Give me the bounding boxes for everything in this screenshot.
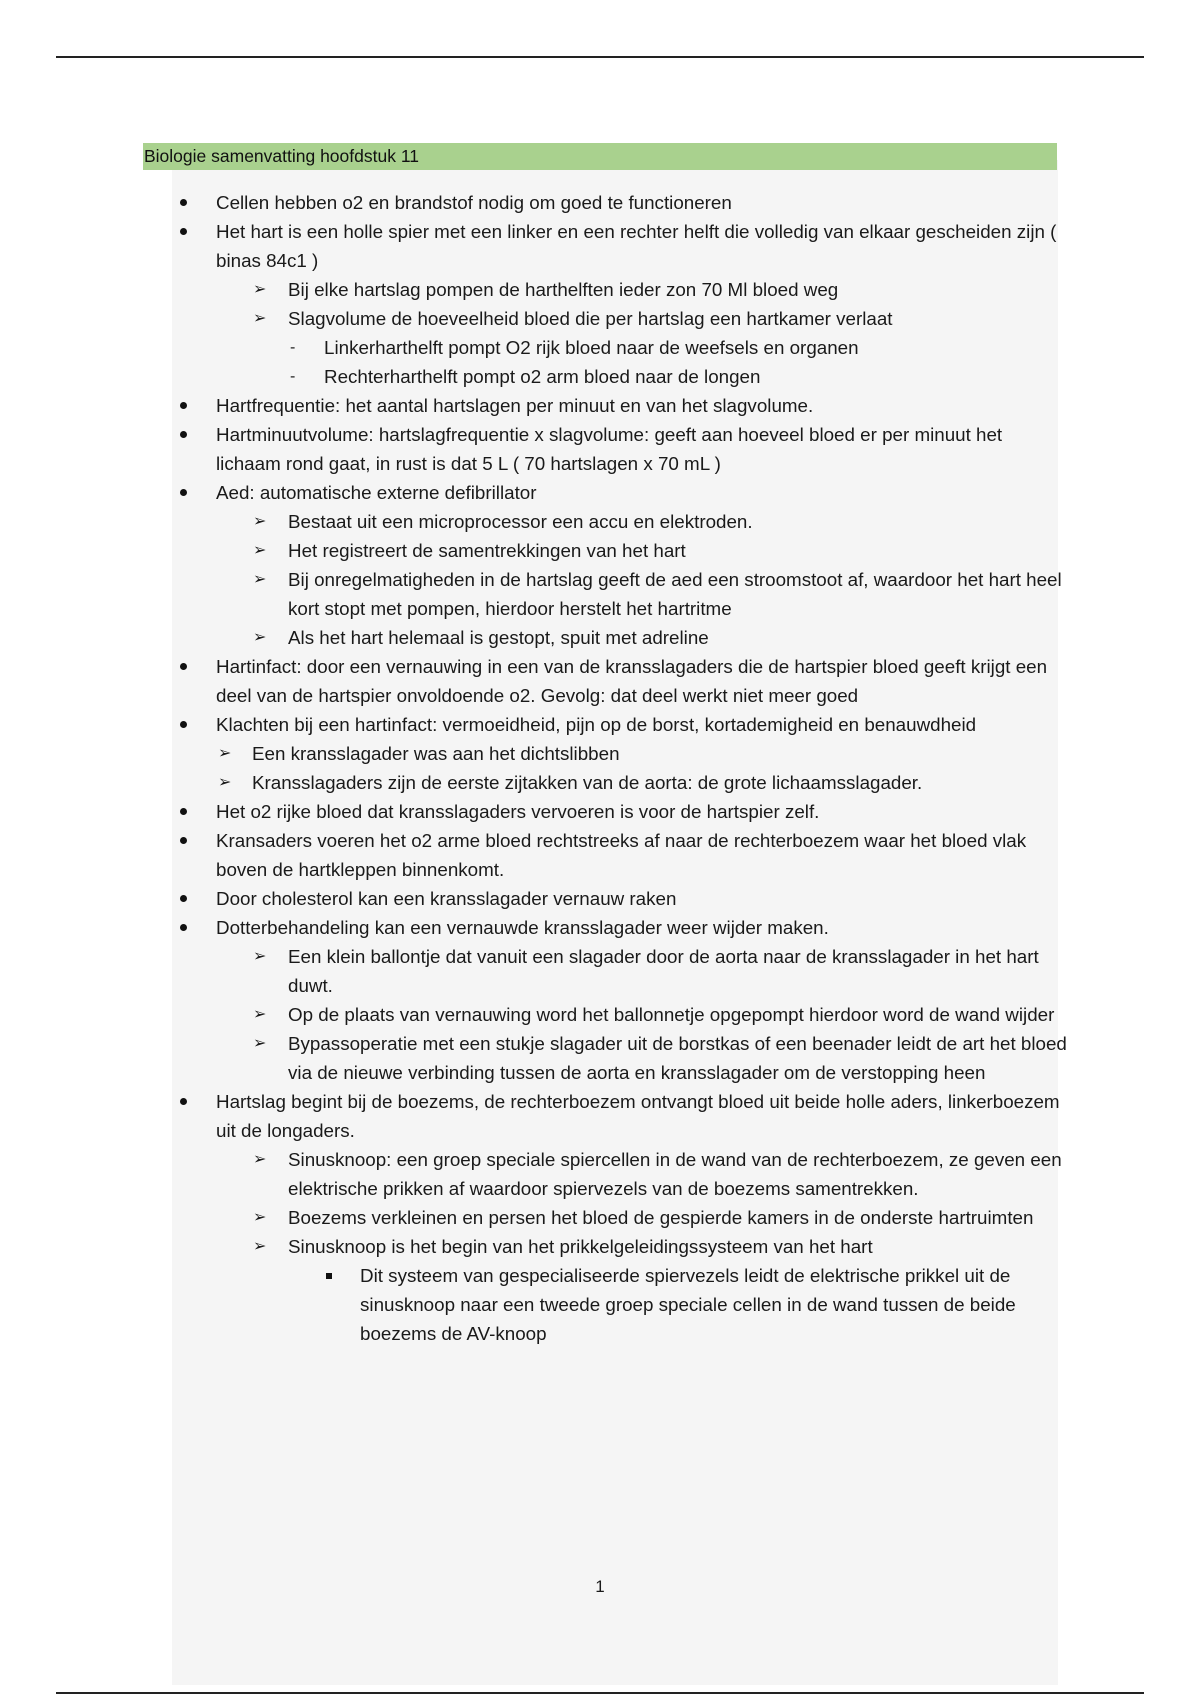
bullet-icon bbox=[180, 489, 187, 496]
arrow-bullet-icon: ➢ bbox=[253, 281, 267, 298]
bullet-list bbox=[0, 188, 1200, 1348]
list-item-text: Kransaders voeren het o2 arme bloed rechtstreeks af naar de rechterboezem waar het bloed vlak boven de hartkleppen binnenkomt. bbox=[216, 830, 1027, 880]
list-item bbox=[0, 217, 1070, 275]
list-item bbox=[0, 507, 1070, 536]
arrow-bullet-icon: ➢ bbox=[253, 1209, 267, 1226]
list-item bbox=[0, 797, 1070, 826]
list-item-text: Hartfrequentie: het aantal hartslagen per minuut en van het slagvolume. bbox=[216, 395, 814, 416]
list-item bbox=[0, 478, 1070, 507]
list-item bbox=[0, 710, 1070, 739]
arrow-bullet-icon: ➢ bbox=[253, 1035, 267, 1052]
arrow-bullet-icon: ➢ bbox=[218, 774, 232, 791]
list-item-text: Bestaat uit een microprocessor een accu en elektroden. bbox=[288, 511, 753, 532]
bullet-icon bbox=[180, 924, 187, 931]
page-number: 1 bbox=[595, 1577, 605, 1596]
list-item bbox=[0, 826, 1070, 884]
list-item bbox=[0, 1029, 1070, 1087]
page-title: Biologie samenvatting hoofdstuk 11 bbox=[143, 143, 1057, 170]
list-item-text: Sinusknoop: een groep speciale spiercellen in de wand van de rechterboezem, ze geven een elektrische prikken af waardoor spiervezels van de boezems samentrekken. bbox=[288, 1149, 1062, 1199]
footer-rule bbox=[56, 1692, 1144, 1694]
list-item-text: Het registreert de samentrekkingen van het hart bbox=[288, 540, 686, 561]
list-item-text: Kransslagaders zijn de eerste zijtakken van de aorta: de grote lichaamsslagader. bbox=[252, 772, 923, 793]
list-item bbox=[0, 942, 1070, 1000]
list-item-text: Hartminuutvolume: hartslagfrequentie x slagvolume: geeft aan hoeveel bloed er per minuut het lichaam rond gaat, in rust is dat 5 L ( 70 hartslagen x 70 mL ) bbox=[216, 424, 1003, 474]
list-item bbox=[0, 913, 1070, 942]
list-item bbox=[0, 1087, 1070, 1145]
arrow-bullet-icon: ➢ bbox=[253, 571, 267, 588]
arrow-bullet-icon: ➢ bbox=[253, 513, 267, 530]
list-item bbox=[0, 1203, 1070, 1232]
list-item-text: Hartslag begint bij de boezems, de rechterboezem ontvangt bloed uit beide holle aders, linkerboezem uit de longaders. bbox=[216, 1091, 1060, 1141]
list-item bbox=[0, 739, 1070, 768]
list-item-text: Bij onregelmatigheden in de hartslag geeft de aed een stroomstoot af, waardoor het hart heel kort stopt met pompen, hierdoor herstelt het hartritme bbox=[288, 569, 1062, 619]
list-item-text: Rechterharthelft pompt o2 arm bloed naar de longen bbox=[324, 366, 761, 387]
list-item bbox=[0, 304, 1070, 333]
list-item-text: Dit systeem van gespecialiseerde spiervezels leidt de elektrische prikkel uit de sinusknoop naar een tweede groep speciale cellen in de wand tussen de beide boezems de AV-knoop bbox=[360, 1265, 1016, 1344]
list-item-text: Slagvolume de hoeveelheid bloed die per hartslag een hartkamer verlaat bbox=[288, 308, 893, 329]
bullet-icon bbox=[180, 402, 187, 409]
bullet-icon bbox=[180, 895, 187, 902]
list-item bbox=[0, 275, 1070, 304]
list-item bbox=[0, 884, 1070, 913]
list-item-text: Als het hart helemaal is gestopt, spuit met adreline bbox=[288, 627, 709, 648]
list-item bbox=[0, 333, 1070, 362]
list-item-text: Op de plaats van vernauwing word het ballonnetje opgepompt hierdoor word de wand wijder bbox=[288, 1004, 1055, 1025]
list-item-text: Aed: automatische externe defibrillator bbox=[216, 482, 537, 503]
list-item-text: Dotterbehandeling kan een vernauwde kransslagader weer wijder maken. bbox=[216, 917, 829, 938]
bullet-icon bbox=[180, 199, 187, 206]
arrow-bullet-icon: ➢ bbox=[253, 629, 267, 646]
dash-bullet-icon: - bbox=[290, 368, 296, 385]
list-item-text: Linkerharthelft pompt O2 rijk bloed naar de weefsels en organen bbox=[324, 337, 859, 358]
list-item-text: Sinusknoop is het begin van het prikkelgeleidingssysteem van het hart bbox=[288, 1236, 873, 1257]
list-item-text: Een kransslagader was aan het dichtslibben bbox=[252, 743, 620, 764]
arrow-bullet-icon: ➢ bbox=[253, 1238, 267, 1255]
list-item bbox=[0, 1000, 1070, 1029]
arrow-bullet-icon: ➢ bbox=[253, 1151, 267, 1168]
bullet-icon bbox=[180, 228, 187, 235]
bullet-icon bbox=[180, 808, 187, 815]
list-item-text: Hartinfact: door een vernauwing in een van de kransslagaders die de hartspier bloed geeft krijgt een deel van de hartspier onvoldoende o2. Gevolg: dat deel werkt niet meer goed bbox=[216, 656, 1048, 706]
list-item bbox=[0, 1232, 1070, 1261]
list-item-text: Bij elke hartslag pompen de harthelften ieder zon 70 Ml bloed weg bbox=[288, 279, 839, 300]
list-item bbox=[0, 652, 1070, 710]
bullet-icon bbox=[180, 663, 187, 670]
list-item bbox=[0, 391, 1070, 420]
arrow-bullet-icon: ➢ bbox=[253, 948, 267, 965]
bullet-icon bbox=[180, 721, 187, 728]
arrow-bullet-icon: ➢ bbox=[253, 310, 267, 327]
bullet-icon bbox=[180, 1098, 187, 1105]
list-item bbox=[0, 623, 1070, 652]
list-item-text: Klachten bij een hartinfact: vermoeidheid, pijn op de borst, kortademigheid en benauwdheid bbox=[216, 714, 977, 735]
arrow-bullet-icon: ➢ bbox=[253, 1006, 267, 1023]
list-item-text: Door cholesterol kan een kransslagader vernauw raken bbox=[216, 888, 677, 909]
bullet-icon bbox=[180, 431, 187, 438]
list-item bbox=[0, 768, 1070, 797]
list-item-text: Een klein ballontje dat vanuit een slagader door de aorta naar de kransslagader in het hart duwt. bbox=[288, 946, 1039, 996]
list-item bbox=[0, 188, 1070, 217]
list-item-text: Cellen hebben o2 en brandstof nodig om goed te functioneren bbox=[216, 192, 732, 213]
list-item-text: Boezems verkleinen en persen het bloed de gespierde kamers in de onderste hartruimten bbox=[288, 1207, 1034, 1228]
list-item-text: Het o2 rijke bloed dat kransslagaders vervoeren is voor de hartspier zelf. bbox=[216, 801, 820, 822]
list-item-text: Bypassoperatie met een stukje slagader uit de borstkas of een beenader leidt de art het bloed via de nieuwe verbinding tussen de aorta en kransslagader om de verstopping heen bbox=[288, 1033, 1067, 1083]
list-item bbox=[0, 420, 1070, 478]
arrow-bullet-icon: ➢ bbox=[253, 542, 267, 559]
list-item bbox=[0, 536, 1070, 565]
dash-bullet-icon: - bbox=[290, 339, 296, 356]
list-item bbox=[0, 565, 1070, 623]
bullet-icon bbox=[180, 837, 187, 844]
list-item-text: Het hart is een holle spier met een linker en een rechter helft die volledig van elkaar gescheiden zijn ( binas 84c1 ) bbox=[216, 221, 1057, 271]
list-item bbox=[0, 1261, 1070, 1348]
header-rule bbox=[56, 56, 1144, 58]
list-item bbox=[0, 362, 1070, 391]
arrow-bullet-icon: ➢ bbox=[218, 745, 232, 762]
list-item bbox=[0, 1145, 1070, 1203]
square-bullet-icon bbox=[326, 1273, 332, 1279]
